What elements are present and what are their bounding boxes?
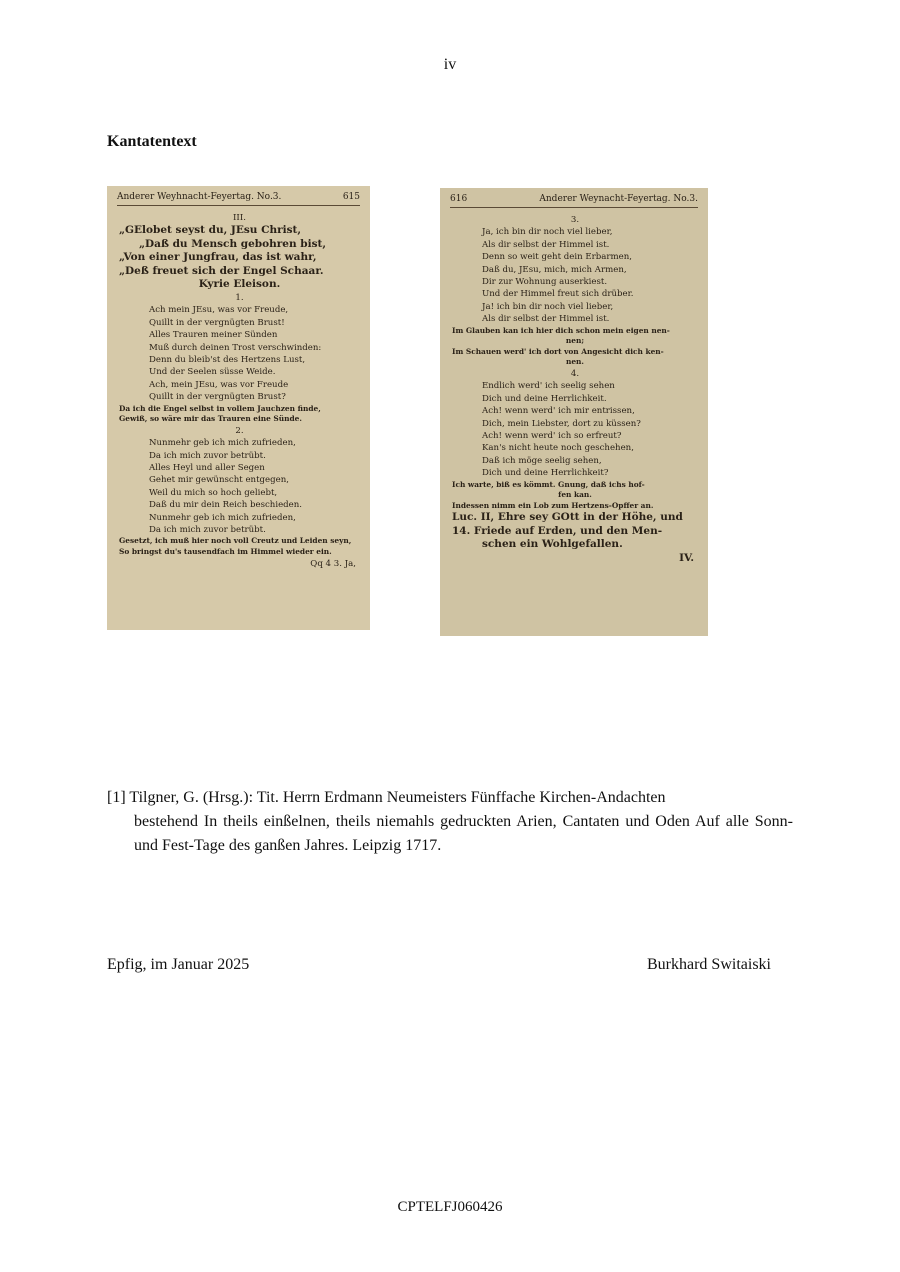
scan-text-line: „Deß freuet sich der Engel Schaar. <box>119 264 324 277</box>
scan-text-line: Dir zur Wohnung auserkiest. <box>482 277 608 288</box>
scan-text-line: Als dir selbst der Himmel ist. <box>482 314 610 325</box>
scan-text-line: Ich warte, biß es kömmt. Gnung, daß ichs hof- <box>452 479 645 489</box>
scan-text-line: IV. <box>679 551 694 564</box>
scan-text-line: Ach! wenn werd' ich mir entrissen, <box>482 406 635 417</box>
scan-text-line: Endlich werd' ich seelig sehen <box>482 381 615 392</box>
scan-page-number: 615 <box>342 192 360 202</box>
scan-text-line: Kyrie Eleison. <box>198 278 281 291</box>
scan-text-line: Ach! wenn werd' ich so erfreut? <box>482 431 622 442</box>
scan-text-line: III. <box>233 213 246 223</box>
scan-text-line: 3. <box>570 215 580 225</box>
scan-text-body <box>452 214 698 565</box>
scan-text-line: „GElobet seyst du, JEsu Christ, <box>119 224 302 237</box>
scan-text-line: fen kan. <box>558 490 592 500</box>
page-number: iv <box>443 56 457 73</box>
scan-text-line: Als dir selbst der Himmel ist. <box>482 239 610 250</box>
scan-text-line: Daß du mir dein Reich beschieden. <box>149 500 303 511</box>
scan-text-line: 4. <box>570 369 580 380</box>
scan-text-line: Daß du, JEsu, mich, mich Armen, <box>482 264 627 275</box>
scan-text-line: Nunmehr geb ich mich zufrieden, <box>149 438 296 449</box>
scan-text-line: Denn so weit geht dein Erbarmen, <box>482 252 632 263</box>
scan-text-line: Nunmehr geb ich mich zufrieden, <box>149 512 296 523</box>
scan-text-line: Da ich die Engel selbst in vollem Jauchzen finde, <box>119 403 321 413</box>
scan-text-line: So bringst du's tausendfach im Himmel wieder ein. <box>119 547 332 556</box>
scan-text-line: Muß durch deinen Trost verschwinden: <box>149 342 322 353</box>
scan-text-line: „Von einer Jungfrau, das ist wahr, <box>119 251 317 264</box>
scan-text-body <box>119 212 360 570</box>
scan-text-line: Gehet mir gewünscht entgegen, <box>149 475 289 486</box>
scan-text-line: Indessen nimm ein Lob zum Hertzens-Opffer an. <box>452 500 654 510</box>
footnote-first-line: [1] Tilgner, G. (Hrsg.): Tit. Herrn Erdmann Neumeisters Fünffache Kirchen-Andachten <box>107 789 666 806</box>
score-scan-page-615 <box>107 186 370 630</box>
score-scan-page-616 <box>440 188 708 636</box>
scan-text-line: 14. Friede auf Erden, und den Men- <box>452 524 663 537</box>
section-heading: Kantatentext <box>107 133 197 150</box>
scan-text-line: Quillt in der vergnügten Brust? <box>149 392 286 403</box>
scan-text-line: Ach mein JEsu, was vor Freude, <box>149 305 289 316</box>
scan-text-line: Daß ich möge seelig sehen, <box>482 455 602 466</box>
scan-text-line: Quillt in der vergnügten Brust! <box>149 317 285 328</box>
scan-text-line: Luc. II, Ehre sey GOtt in der Höhe, und <box>452 511 683 524</box>
scan-header-title: Anderer Weyhnacht-Feyertag. No.3. <box>117 192 282 202</box>
scan-text-line: schen ein Wohlgefallen. <box>482 538 623 551</box>
scan-header <box>117 192 360 206</box>
scan-text-line: Da ich mich zuvor betrübt. <box>149 525 266 535</box>
signoff-author: Burkhard Switaiski <box>647 956 771 973</box>
scan-text-line: Denn du bleib'st des Hertzens Lust, <box>149 354 306 365</box>
scan-text-line: 2. <box>235 425 244 436</box>
scan-text-line: Dich, mein Liebster, dort zu küssen? <box>482 418 641 429</box>
scan-text-line: Und der Seelen süsse Weide. <box>149 367 276 378</box>
scan-text-line: Dich und deine Herrlichkeit? <box>482 468 609 479</box>
scan-header <box>450 194 698 208</box>
scan-text-line: Und der Himmel freut sich drüber. <box>482 289 634 300</box>
footnote-reference <box>107 786 793 858</box>
scan-text-line: Kan's nicht heute noch geschehen, <box>482 443 634 454</box>
scan-text-line: Im Schauen werd' ich dort von Angesicht dich ken- <box>452 346 664 356</box>
scan-page-number: 616 <box>450 194 468 204</box>
scan-text-line: Weil du mich so hoch geliebt, <box>149 487 278 498</box>
scan-text-line: Gewiß, so wäre mir das Trauren eine Sünde. <box>119 414 302 424</box>
footnote-continuation: bestehend In theils einßelnen, theils niemahls gedruckten Arien, Cantaten und Oden Auf alle Sonn- und Fest-Tage des ganßen Jahres. Leipzig 1717. <box>134 813 793 854</box>
scan-text-line: nen. <box>565 357 585 367</box>
scan-text-line: Dich und deine Herrlichkeit. <box>482 393 607 404</box>
scan-text-line: Ja, ich bin dir noch viel lieber, <box>482 227 613 238</box>
signoff-place-date: Epfig, im Januar 2025 <box>107 956 250 973</box>
scan-text-line: nen; <box>565 336 585 346</box>
scan-text-line: Ach, mein JEsu, was vor Freude <box>149 379 289 390</box>
scan-header-title: Anderer Weynacht-Feyertag. No.3. <box>539 194 698 204</box>
scan-text-line: Da ich mich zuvor betrübt. <box>149 450 266 461</box>
document-code: CPTELFJ060426 <box>397 1199 503 1215</box>
scan-text-line: Gesetzt, ich muß hier noch voll Creutz und Leiden seyn, <box>119 536 352 546</box>
scan-text-line: Im Glauben kan ich hier dich schon mein eigen nen- <box>452 325 670 335</box>
scan-text-line: Ja! ich bin dir noch viel lieber, <box>482 301 614 312</box>
scan-text-line: Alles Heyl und aller Segen <box>149 462 265 473</box>
scan-text-line: Qq 4 3. Ja, <box>310 558 356 569</box>
scan-text-line: Alles Trauren meiner Sünden <box>149 330 278 341</box>
scan-text-line: „Daß du Mensch gebohren bist, <box>139 237 326 250</box>
scan-text-line: 1. <box>235 292 244 303</box>
